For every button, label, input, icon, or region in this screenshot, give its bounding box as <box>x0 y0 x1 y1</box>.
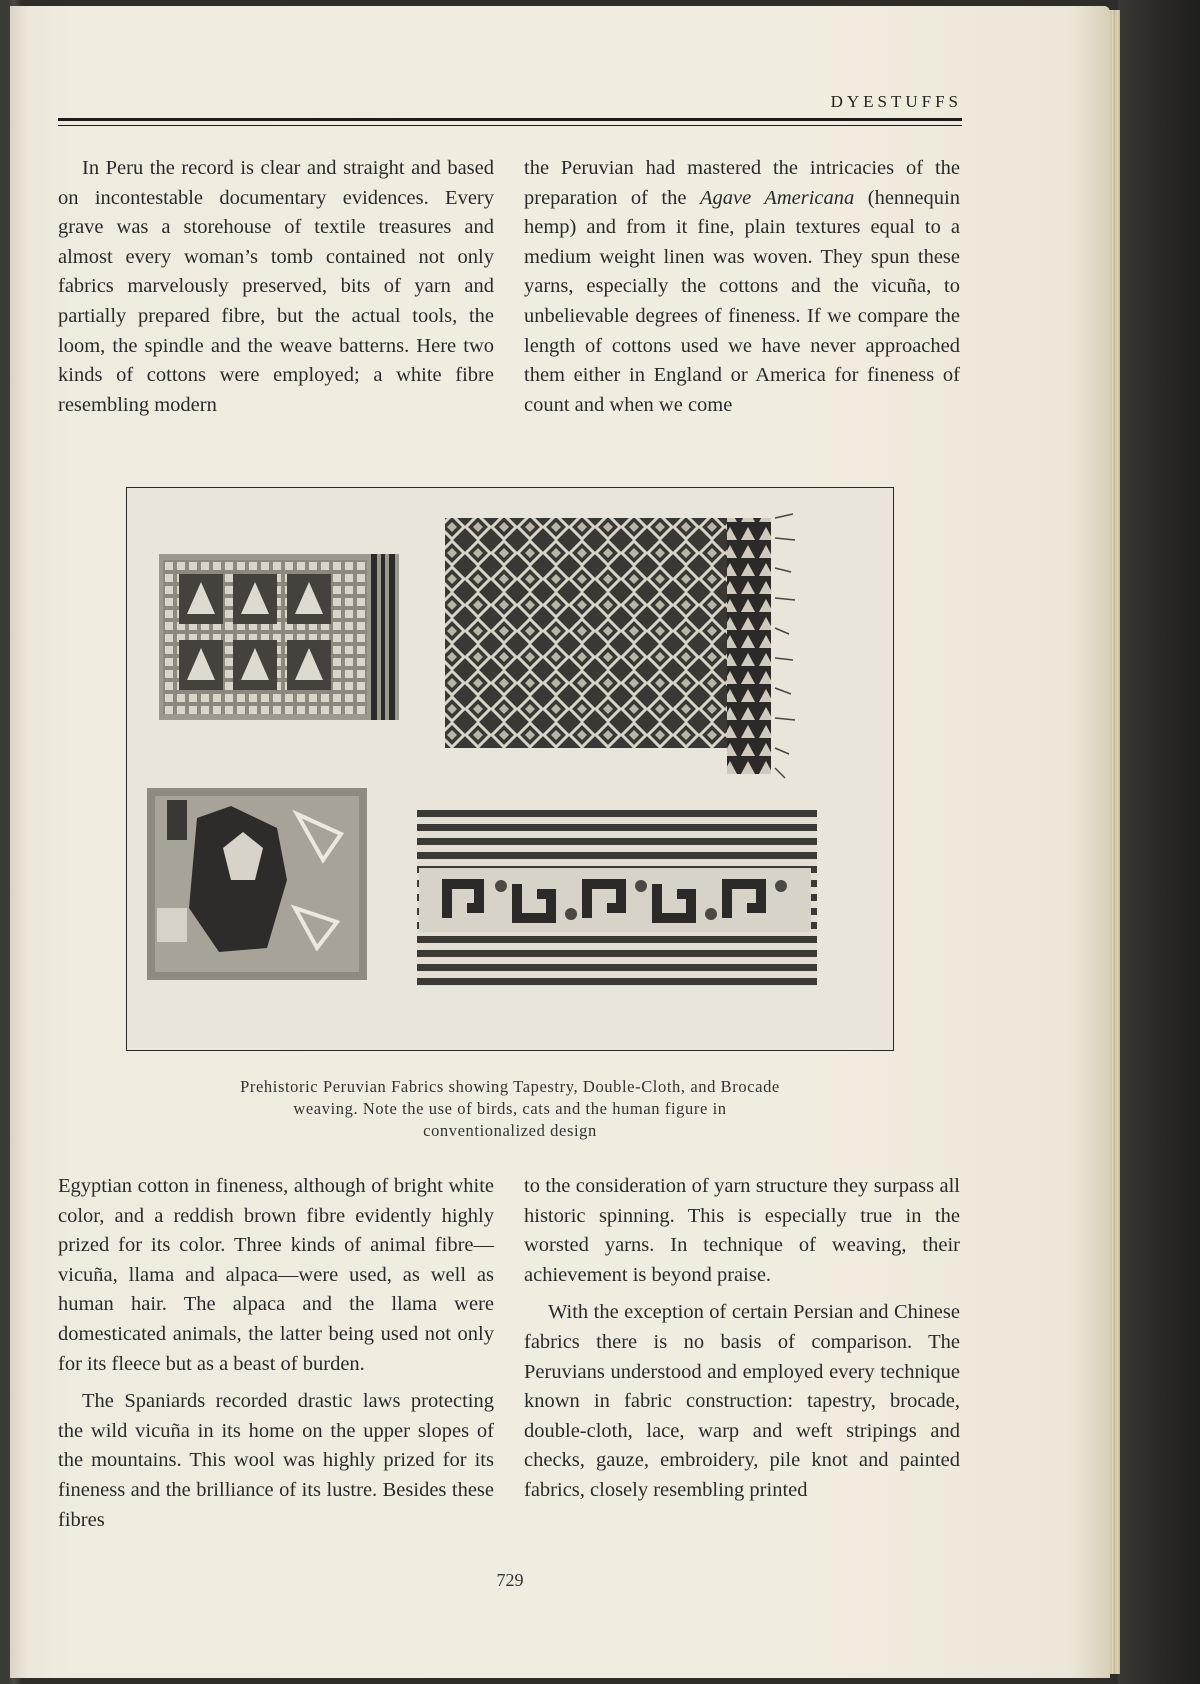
paragraph: to the consideration of yarn structure they surpass all historic spinning. This is especially true in the worsted yarns. In technique of weaving, their achievement is beyond praise. <box>524 1175 960 1286</box>
textile-photograph <box>127 488 892 1049</box>
caption-line: weaving. Note the use of birds, cats and the human figure in <box>293 1099 727 1118</box>
caption-line: Prehistoric Peruvian Fabrics showing Tapestry, Double-Cloth, and Brocade <box>240 1077 780 1096</box>
figure-plate <box>126 487 894 1051</box>
book-cover-board <box>1118 0 1200 1684</box>
paragraph <box>524 154 960 420</box>
paragraph: The Spaniards recorded drastic laws protecting the wild vicuña in its home on the upper slopes of the mountains. This wool was highly prized for its fineness and the brilliance of its lustre. Besides these fibres <box>58 1390 494 1531</box>
textile-brocade-band <box>417 810 817 986</box>
header-rule <box>58 118 962 121</box>
text-span: (hennequin hemp) and from it fine, plain textures equal to a medium weight linen was woven. They spun these yarns, especially the cottons and the vicuña, to unbelievable degrees of fineness. If we compare the length of cottons used we have never approached them either in England or America for fineness of count and when we come <box>524 186 960 416</box>
text-span: the Peruvian had mastered the intricacies of the preparation of the <box>524 157 960 209</box>
textile-double-cloth <box>445 514 795 778</box>
column-top-left <box>58 154 494 420</box>
header-rule-thin <box>58 125 962 126</box>
running-head: DYESTUFFS <box>830 92 962 111</box>
column-bottom-right <box>524 1172 960 1506</box>
figure-caption <box>120 1076 900 1142</box>
column-bottom-left <box>58 1172 494 1535</box>
caption-line: conventionalized design <box>423 1121 597 1140</box>
textile-tapestry-figure <box>147 788 367 980</box>
textile-tapestry-panels <box>159 554 399 720</box>
paragraph: Egyptian cotton in fineness, although of bright white color, and a reddish brown fibre evidently highly prized for its color. Three kinds of animal fibre—vicuña, llama and alpaca—were used, as well as human hair. The alpaca and the llama were domesticated animals, the latter being used not only for its fleece but as a beast of burden. <box>58 1175 494 1375</box>
paragraph: In Peru the record is clear and straight and based on incontestable documentary evidences. Every grave was a storehouse of textile treasures and almost every woman’s tomb contained not only fabrics marvelously preserved, bits of yarn and partially prepared fibre, but the actual tools, the loom, the spindle and the weave batterns. Here two kinds of cottons were employed; a white fibre resembling modern <box>58 157 494 416</box>
paragraph: With the exception of certain Persian and Chinese fabrics there is no basis of comparison. The Peruvians understood and employed every technique known in fabric construction: tapestry, brocade, double-cloth, lace, warp and weft stripings and checks, gauze, embroidery, pile knot and painted fabrics, closely resembling printed <box>524 1301 960 1501</box>
italic-term: Agave Americana <box>699 186 855 209</box>
page-number: 729 <box>496 1570 524 1590</box>
column-top-right <box>524 154 960 420</box>
